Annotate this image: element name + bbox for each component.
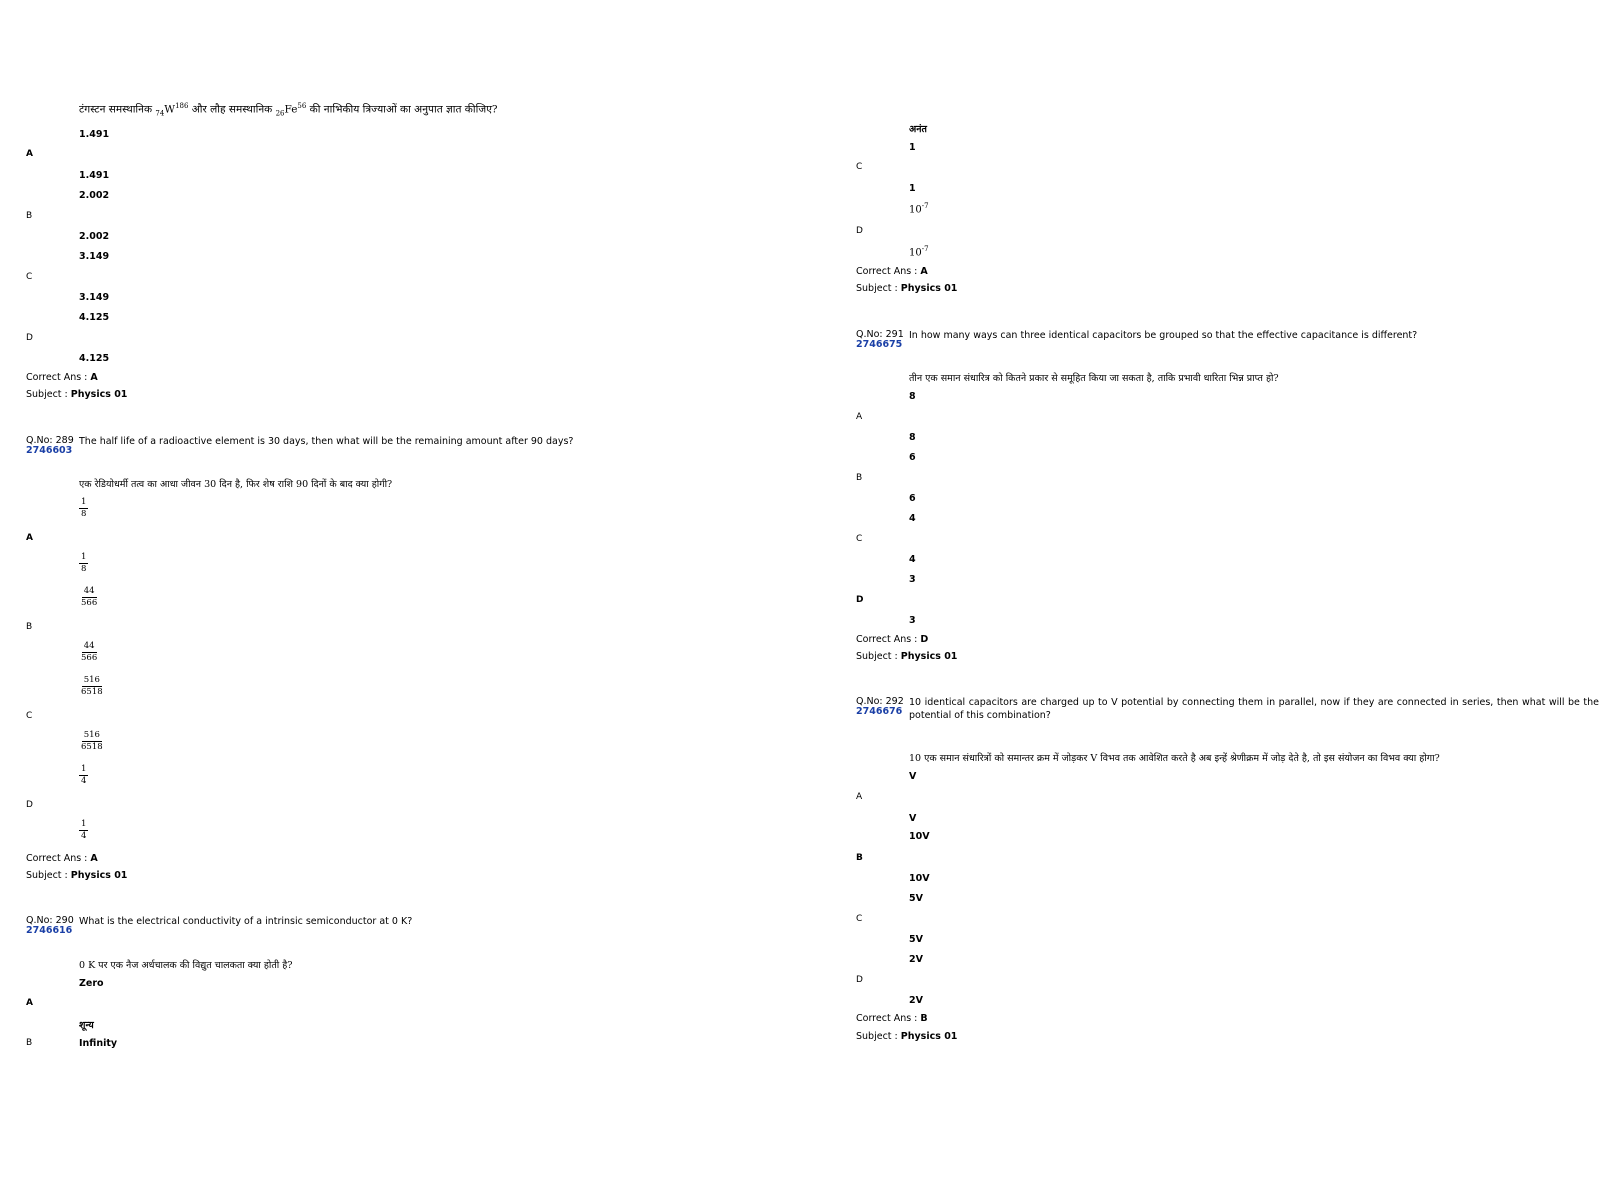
option-letter-d: D — [26, 800, 33, 810]
question-id: 2746616 — [26, 925, 73, 936]
option-c-hindi: 1 — [909, 183, 916, 194]
question-id: 2746676 — [856, 706, 903, 717]
question-text-hindi: तीन एक समान संधारित्र को कितने प्रकार से समूहित किया जा सकता है, ताकि प्रभावी धारिता भिन्न प्राप्त हो? — [909, 373, 1279, 384]
option-d-hindi: 2V — [909, 995, 923, 1006]
option-d-hindi: 3 — [909, 615, 916, 626]
subject: Subject : Physics 01 — [856, 1031, 958, 1042]
question-text-english: In how many ways can three identical capacitors be grouped so that the effective capacitance is different? — [909, 330, 1418, 341]
option-d-english: 3 — [909, 574, 916, 585]
option-letter-a: A — [856, 792, 863, 802]
option-a-english: 1.491 — [79, 129, 110, 140]
option-letter-c: C — [26, 711, 33, 721]
option-letter-a: A — [26, 533, 33, 543]
option-b-english: Infinity — [79, 1038, 118, 1049]
option-c-hindi: 3.149 — [79, 292, 110, 303]
option-c-english: 3.149 — [79, 251, 110, 262]
option-d-english: $10^{-7}$ — [909, 202, 929, 216]
option-b-english: 6 — [909, 452, 916, 463]
option-letter-d: D — [856, 595, 864, 605]
option-c-english: 4 — [909, 513, 916, 524]
subject: Subject : Physics 01 — [856, 283, 958, 294]
option-b-hindi: अनंत — [909, 124, 927, 135]
question-id: 2746603 — [26, 445, 73, 456]
question-text-hindi: 10 एक समान संधारित्रों को समान्तर क्रम में जोड़कर V विभव तक आवेशित करते है अब इन्हें श्रेणीक्रम में जोड़ देते है, तो इस संयोजन का विभव क्या होगा? — [909, 753, 1440, 764]
option-b-english: 2.002 — [79, 190, 110, 201]
question-number: Q.No: 290 — [26, 915, 74, 926]
option-d-english: $\frac{1}{4}$ — [81, 764, 87, 786]
option-c-hindi: $\frac{516}{6518}$ — [81, 730, 103, 752]
question-text-hindi: 0 K पर एक नैज अर्धचालक की विद्युत चालकता क्या होती है? — [79, 960, 293, 971]
correct-answer: Correct Ans : B — [856, 1013, 928, 1024]
option-letter-b: B — [856, 853, 863, 863]
option-b-english: 10V — [909, 831, 930, 842]
option-letter-b: B — [856, 473, 863, 483]
option-a-english: $\frac{1}{8}$ — [81, 497, 87, 519]
option-letter-c: C — [856, 162, 863, 172]
right-column — [856, 0, 1601, 1179]
option-c-hindi: 4 — [909, 554, 916, 565]
option-letter-b: B — [26, 622, 33, 632]
left-column — [26, 0, 786, 1179]
correct-answer: Correct Ans : D — [856, 634, 929, 645]
question-number: Q.No: 289 — [26, 435, 74, 446]
correct-answer: Correct Ans : A — [856, 266, 928, 277]
option-b-english: $\frac{44}{566}$ — [81, 586, 98, 608]
subject: Subject : Physics 01 — [26, 870, 128, 881]
correct-answer: Correct Ans : A — [26, 853, 98, 864]
option-c-english: 5V — [909, 893, 923, 904]
option-c-english: $\frac{516}{6518}$ — [81, 675, 103, 697]
option-d-english: 4.125 — [79, 312, 110, 323]
option-d-hindi: $10^{-7}$ — [909, 245, 929, 259]
option-letter-b: B — [26, 211, 33, 221]
option-b-hindi: $\frac{44}{566}$ — [81, 641, 98, 663]
option-letter-b: B — [26, 1038, 33, 1048]
option-a-hindi: $\frac{1}{8}$ — [81, 552, 87, 574]
option-d-english: 2V — [909, 954, 923, 965]
question-text-hindi: टंगस्टन समस्थानिक $_{74}W^{186}$ और लौह समस्थानिक $_{26}Fe^{56}$ की नाभिकीय त्रिज्याओं का अनुपात ज्ञात कीजिए? — [79, 102, 498, 118]
option-letter-c: C — [26, 272, 33, 282]
option-a-hindi: 8 — [909, 432, 916, 443]
option-b-hindi: 2.002 — [79, 231, 110, 242]
question-text-english: The half life of a radioactive element is 30 days, then what will be the remaining amount after 90 days? — [79, 436, 574, 447]
question-text-english: What is the electrical conductivity of a intrinsic semiconductor at 0 K? — [79, 916, 413, 927]
option-b-hindi: 6 — [909, 493, 916, 504]
option-c-hindi: 5V — [909, 934, 923, 945]
subject: Subject : Physics 01 — [856, 651, 958, 662]
option-letter-c: C — [856, 534, 863, 544]
option-letter-c: C — [856, 914, 863, 924]
option-a-hindi: V — [909, 813, 917, 824]
option-d-hindi: $\frac{1}{4}$ — [81, 819, 87, 841]
question-text-hindi: एक रेडियोधर्मी तत्व का आधा जीवन 30 दिन है, फिर शेष राशि 90 दिनों के बाद क्या होगी? — [79, 479, 393, 490]
question-number: Q.No: 292 — [856, 696, 904, 707]
option-letter-a: A — [26, 998, 33, 1008]
correct-answer: Correct Ans : A — [26, 372, 98, 383]
option-c-english: 1 — [909, 142, 916, 153]
option-a-english: 8 — [909, 391, 916, 402]
option-a-english: V — [909, 771, 917, 782]
question-text-english: 10 identical capacitors are charged up to V potential by connecting them in parallel, now if they are connected in series, then what will be the potential of this combination? — [909, 697, 1599, 721]
option-letter-a: A — [856, 412, 863, 422]
option-a-english: Zero — [79, 978, 104, 989]
option-letter-d: D — [26, 333, 33, 343]
option-b-hindi: 10V — [909, 873, 930, 884]
question-id: 2746675 — [856, 339, 903, 350]
option-d-hindi: 4.125 — [79, 353, 110, 364]
option-a-hindi: शून्य — [79, 1020, 94, 1031]
subject: Subject : Physics 01 — [26, 389, 128, 400]
option-a-hindi: 1.491 — [79, 170, 110, 181]
option-letter-d: D — [856, 975, 863, 985]
option-letter-a: A — [26, 149, 33, 159]
option-letter-d: D — [856, 226, 863, 236]
question-number: Q.No: 291 — [856, 329, 904, 340]
